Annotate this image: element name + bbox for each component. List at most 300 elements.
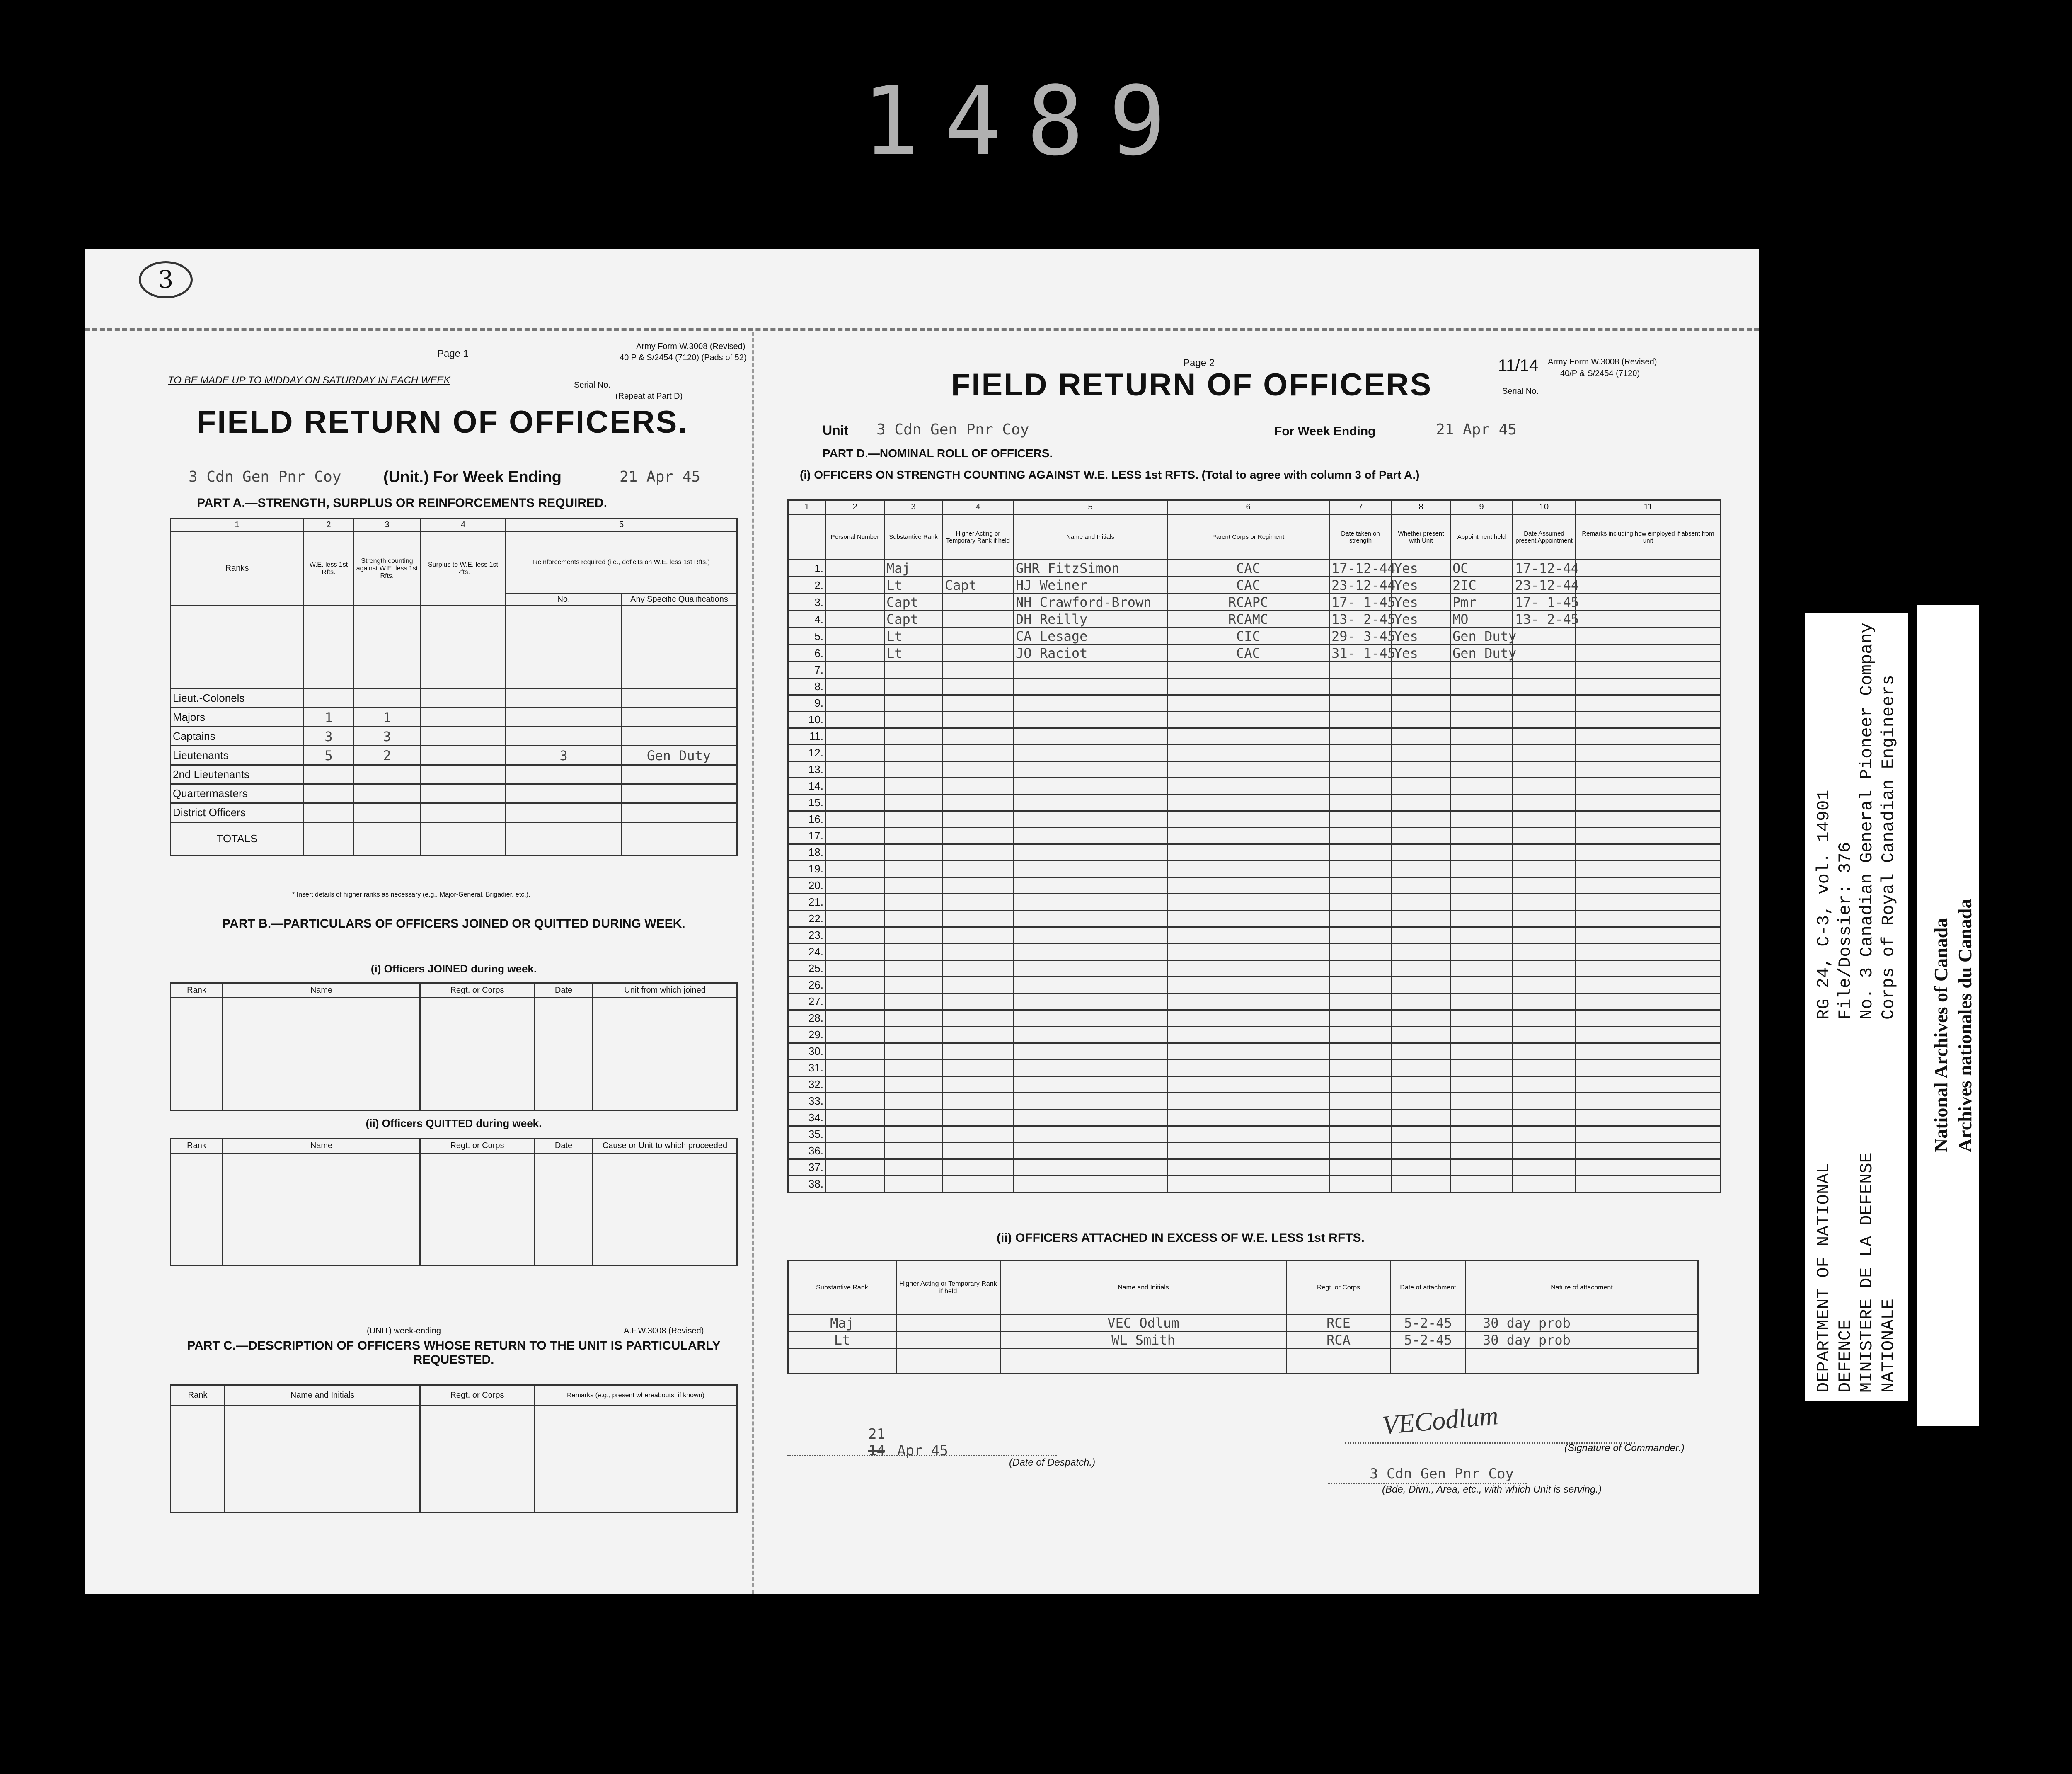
nominal-appt <box>1450 911 1513 927</box>
nominal-row <box>788 679 1721 695</box>
attached-corps <box>1287 1349 1391 1374</box>
nominal-corps <box>1167 861 1329 877</box>
nominal-higher <box>943 828 1014 844</box>
nominal-remarks <box>1576 594 1721 611</box>
nominal-row <box>788 927 1721 944</box>
nominal-rank: Lt <box>884 628 943 645</box>
nominal-appt_date <box>1513 1027 1576 1043</box>
rank-surplus <box>421 765 506 784</box>
nominal-rank <box>884 679 943 695</box>
despatch-struck: 14 <box>868 1442 885 1459</box>
row-number: 1. <box>788 560 826 577</box>
nominal-remarks <box>1576 1027 1721 1043</box>
nominal-row <box>788 712 1721 728</box>
rank-we <box>304 784 354 803</box>
nominal-higher <box>943 712 1014 728</box>
nominal-appt: Pmr <box>1450 594 1513 611</box>
nominal-remarks <box>1576 1043 1721 1060</box>
nominal-date <box>1329 861 1392 877</box>
page2-label: Page 2 <box>1183 357 1215 368</box>
frame-number: 1489 <box>862 66 1191 177</box>
rank-name: Quartermasters <box>171 784 304 803</box>
nominal-appt_date <box>1513 944 1576 960</box>
nr-col-num: 10 <box>1513 500 1576 514</box>
attached-corps: RCE <box>1287 1315 1391 1332</box>
nominal-row <box>788 861 1721 877</box>
nominal-row <box>788 1143 1721 1159</box>
attached-higher <box>896 1315 1000 1332</box>
joined-col: Regt. or Corps <box>420 983 535 998</box>
att-col-head: Nature of attachment <box>1466 1261 1698 1315</box>
nominal-remarks <box>1576 761 1721 778</box>
rank-reinf-no <box>506 708 622 727</box>
nominal-appt <box>1450 728 1513 745</box>
nominal-row <box>788 977 1721 994</box>
nominal-date <box>1329 761 1392 778</box>
nominal-appt <box>1450 712 1513 728</box>
nominal-rank <box>884 662 943 679</box>
nominal-higher <box>943 560 1014 577</box>
row-number: 37. <box>788 1159 826 1176</box>
part-c-col: Remarks (e.g., present whereabouts, if known) <box>535 1385 737 1406</box>
nominal-date <box>1329 1027 1392 1043</box>
nominal-remarks <box>1576 1093 1721 1110</box>
nominal-present <box>1392 761 1450 778</box>
page2-form-id: Army Form W.3008 (Revised) <box>1548 357 1657 366</box>
nominal-appt <box>1450 861 1513 877</box>
nominal-remarks <box>1576 728 1721 745</box>
nominal-name <box>1014 778 1167 795</box>
part-a-footnote: * Insert details of higher ranks as necessary (e.g., Major-General, Brigadier, etc.). <box>292 891 530 898</box>
nominal-appt_date <box>1513 1093 1576 1110</box>
nominal-higher <box>943 927 1014 944</box>
col-surplus: Surplus to W.E. less 1st Rfts. <box>421 531 506 606</box>
nominal-appt: MO <box>1450 611 1513 628</box>
personal-number <box>826 728 884 745</box>
nominal-name <box>1014 1010 1167 1027</box>
nominal-higher <box>943 1176 1014 1192</box>
nominal-name <box>1014 1126 1167 1143</box>
nac-label <box>1917 605 1979 1426</box>
nominal-remarks <box>1576 745 1721 761</box>
nominal-date <box>1329 795 1392 811</box>
attached-date: 5-2-45 <box>1391 1315 1466 1332</box>
nominal-row <box>788 828 1721 844</box>
nominal-appt: OC <box>1450 560 1513 577</box>
nominal-name <box>1014 1060 1167 1076</box>
personal-number <box>826 611 884 628</box>
attached-date <box>1391 1349 1466 1374</box>
rank-we <box>304 765 354 784</box>
nominal-row <box>788 745 1721 761</box>
att-col-head: Higher Acting or Temporary Rank if held <box>896 1261 1000 1315</box>
nominal-remarks <box>1576 828 1721 844</box>
nominal-name <box>1014 679 1167 695</box>
nominal-present <box>1392 1010 1450 1027</box>
rank-we: 3 <box>304 727 354 746</box>
nominal-remarks <box>1576 877 1721 894</box>
nominal-higher <box>943 977 1014 994</box>
quitted-col: Cause or Unit to which proceeded <box>593 1139 737 1154</box>
nominal-present <box>1392 662 1450 679</box>
quitted-col: Name <box>223 1139 420 1154</box>
nominal-name <box>1014 1027 1167 1043</box>
nominal-rank <box>884 1176 943 1192</box>
nominal-remarks <box>1576 645 1721 662</box>
attached-rank <box>788 1349 896 1374</box>
nominal-present: Yes <box>1392 611 1450 628</box>
nominal-name: NH Crawford-Brown <box>1014 594 1167 611</box>
rank-surplus <box>421 708 506 727</box>
quitted-col: Rank <box>171 1139 223 1154</box>
nominal-date: 23-12-44 <box>1329 577 1392 594</box>
nominal-higher <box>943 1076 1014 1093</box>
att-col-head: Name and Initials <box>1000 1261 1287 1315</box>
nominal-appt <box>1450 828 1513 844</box>
nominal-date <box>1329 1110 1392 1126</box>
attached-higher <box>896 1349 1000 1374</box>
nr-col-head: Substantive Rank <box>884 514 943 560</box>
rank-name: 2nd Lieutenants <box>171 765 304 784</box>
nominal-present <box>1392 1126 1450 1143</box>
rank-reinf-no <box>506 784 622 803</box>
nominal-appt <box>1450 1060 1513 1076</box>
nominal-row <box>788 1176 1721 1192</box>
nominal-appt_date <box>1513 1043 1576 1060</box>
nominal-name: GHR FitzSimon <box>1014 560 1167 577</box>
row-number: 27. <box>788 994 826 1010</box>
rank-reinf-qual <box>622 765 737 784</box>
row-number: 26. <box>788 977 826 994</box>
nominal-rank <box>884 960 943 977</box>
nominal-higher <box>943 1060 1014 1076</box>
nominal-present <box>1392 1027 1450 1043</box>
nominal-appt <box>1450 778 1513 795</box>
nominal-rank <box>884 778 943 795</box>
nominal-corps <box>1167 828 1329 844</box>
nominal-appt <box>1450 844 1513 861</box>
nominal-row <box>788 695 1721 712</box>
nominal-higher <box>943 1010 1014 1027</box>
nominal-rank <box>884 695 943 712</box>
personal-number <box>826 977 884 994</box>
nominal-appt_date <box>1513 728 1576 745</box>
personal-number <box>826 994 884 1010</box>
nominal-rank <box>884 1076 943 1093</box>
nominal-higher <box>943 1093 1014 1110</box>
attached-name: VEC Odlum <box>1000 1315 1287 1332</box>
nominal-date <box>1329 944 1392 960</box>
nominal-corps <box>1167 1126 1329 1143</box>
personal-number <box>826 1110 884 1126</box>
nominal-appt <box>1450 1043 1513 1060</box>
nominal-row <box>788 1060 1721 1076</box>
nominal-appt <box>1450 960 1513 977</box>
row-number: 12. <box>788 745 826 761</box>
bde-value: 3 Cdn Gen Pnr Coy <box>1370 1466 1514 1482</box>
page2-unit-value: 3 Cdn Gen Pnr Coy <box>876 421 1029 438</box>
nominal-rank <box>884 761 943 778</box>
rank-row <box>171 765 737 784</box>
personal-number <box>826 594 884 611</box>
att-col-head: Substantive Rank <box>788 1261 896 1315</box>
nr-col-head <box>788 514 826 560</box>
page1-form-id: Army Form W.3008 (Revised) <box>636 342 746 351</box>
nominal-name: HJ Weiner <box>1014 577 1167 594</box>
nominal-present: Yes <box>1392 628 1450 645</box>
nominal-higher <box>943 1027 1014 1043</box>
nr-col-num: 5 <box>1014 500 1167 514</box>
nominal-remarks <box>1576 944 1721 960</box>
rank-strength <box>354 689 421 708</box>
nominal-present <box>1392 795 1450 811</box>
nominal-corps <box>1167 811 1329 828</box>
nominal-rank: Capt <box>884 594 943 611</box>
part-a-heading: PART A.—STRENGTH, SURPLUS OR REINFORCEMENTS REQUIRED. <box>197 496 608 510</box>
quitted-table <box>170 1138 738 1266</box>
nominal-date <box>1329 828 1392 844</box>
nominal-higher <box>943 695 1014 712</box>
nominal-rank <box>884 861 943 877</box>
personal-number <box>826 960 884 977</box>
nominal-remarks <box>1576 695 1721 712</box>
row-number: 23. <box>788 927 826 944</box>
nominal-higher <box>943 611 1014 628</box>
nominal-date <box>1329 1143 1392 1159</box>
row-number: 28. <box>788 1010 826 1027</box>
nominal-appt: 2IC <box>1450 577 1513 594</box>
personal-number <box>826 560 884 577</box>
nominal-row <box>788 1110 1721 1126</box>
nominal-appt_date <box>1513 628 1576 645</box>
nominal-rank: Maj <box>884 560 943 577</box>
nominal-rank <box>884 927 943 944</box>
nominal-date <box>1329 679 1392 695</box>
nominal-appt_date <box>1513 745 1576 761</box>
row-number: 36. <box>788 1143 826 1159</box>
rank-name: Majors <box>171 708 304 727</box>
nominal-date <box>1329 662 1392 679</box>
part-a-table <box>170 518 738 856</box>
nominal-rank <box>884 728 943 745</box>
part-c-table <box>170 1384 738 1513</box>
personal-number <box>826 695 884 712</box>
nominal-row <box>788 877 1721 894</box>
rank-reinf-no <box>506 765 622 784</box>
page2-week-value: 21 Apr 45 <box>1436 421 1517 438</box>
nominal-row <box>788 728 1721 745</box>
nominal-appt <box>1450 1110 1513 1126</box>
despatch-day: 21 <box>868 1426 885 1442</box>
nominal-name <box>1014 695 1167 712</box>
row-number: 14. <box>788 778 826 795</box>
personal-number <box>826 795 884 811</box>
part-b-heading: PART B.—PARTICULARS OF OFFICERS JOINED OR QUITTED DURING WEEK. <box>222 917 685 931</box>
nominal-present <box>1392 778 1450 795</box>
rank-reinf-qual <box>622 803 737 822</box>
nominal-name <box>1014 1143 1167 1159</box>
nominal-appt <box>1450 877 1513 894</box>
nominal-appt_date <box>1513 662 1576 679</box>
rank-row <box>171 689 737 708</box>
nominal-rank <box>884 1093 943 1110</box>
nominal-corps <box>1167 1143 1329 1159</box>
nominal-rank <box>884 1010 943 1027</box>
row-number: 17. <box>788 828 826 844</box>
att-col-head: Regt. or Corps <box>1287 1261 1391 1315</box>
rank-row <box>171 784 737 803</box>
nominal-remarks <box>1576 679 1721 695</box>
nominal-appt_date: 17- 1-45 <box>1513 594 1576 611</box>
nominal-row <box>788 795 1721 811</box>
nominal-appt_date <box>1513 977 1576 994</box>
nominal-corps <box>1167 679 1329 695</box>
nominal-name <box>1014 877 1167 894</box>
nominal-appt_date <box>1513 861 1576 877</box>
nominal-row <box>788 645 1721 662</box>
nominal-name <box>1014 712 1167 728</box>
nr-col-head: Name and Initials <box>1014 514 1167 560</box>
nr-col-num: 1 <box>788 500 826 514</box>
rank-name: Lieut.-Colonels <box>171 689 304 708</box>
nr-col-head: Personal Number <box>826 514 884 560</box>
col-num: 5 <box>506 519 737 531</box>
nominal-name <box>1014 1159 1167 1176</box>
nominal-appt_date <box>1513 695 1576 712</box>
row-number: 2. <box>788 577 826 594</box>
nominal-corps: CAC <box>1167 645 1329 662</box>
personal-number <box>826 1043 884 1060</box>
nominal-present: Yes <box>1392 577 1450 594</box>
nominal-rank <box>884 1110 943 1126</box>
archive-reference: RG 24, C-3, vol. 14901 File/Dossier: 376 No. 3 Canadian General Pioneer Company Corps of Royal Canadian Engineers <box>1814 623 1898 1020</box>
nominal-rank <box>884 877 943 894</box>
nominal-name <box>1014 911 1167 927</box>
nominal-remarks <box>1576 577 1721 594</box>
nominal-higher <box>943 994 1014 1010</box>
page1-serial-note: (Repeat at Part D) <box>615 392 683 401</box>
page1-serial: Serial No. <box>574 380 610 390</box>
nominal-corps <box>1167 1093 1329 1110</box>
nominal-remarks <box>1576 894 1721 911</box>
nominal-name <box>1014 1093 1167 1110</box>
personal-number <box>826 811 884 828</box>
rank-row <box>171 803 737 822</box>
nominal-higher <box>943 877 1014 894</box>
rank-surplus <box>421 746 506 765</box>
rank-reinf-qual <box>622 689 737 708</box>
row-number: 33. <box>788 1093 826 1110</box>
nominal-higher <box>943 594 1014 611</box>
joined-heading: (i) Officers JOINED during week. <box>370 962 537 975</box>
personal-number <box>826 1176 884 1192</box>
nominal-appt <box>1450 761 1513 778</box>
nominal-date <box>1329 927 1392 944</box>
row-number: 21. <box>788 894 826 911</box>
nominal-appt <box>1450 1159 1513 1176</box>
personal-number <box>826 944 884 960</box>
nominal-corps <box>1167 844 1329 861</box>
nominal-rank: Lt <box>884 577 943 594</box>
nominal-row <box>788 1076 1721 1093</box>
nominal-corps <box>1167 1043 1329 1060</box>
nominal-rank <box>884 712 943 728</box>
nominal-appt_date <box>1513 960 1576 977</box>
nominal-row <box>788 1010 1721 1027</box>
nominal-higher <box>943 745 1014 761</box>
despatch-label: (Date of Despatch.) <box>1009 1457 1096 1468</box>
nominal-row <box>788 911 1721 927</box>
nominal-present <box>1392 927 1450 944</box>
personal-number <box>826 577 884 594</box>
nominal-date <box>1329 728 1392 745</box>
nominal-date <box>1329 960 1392 977</box>
nominal-date <box>1329 1126 1392 1143</box>
row-number: 7. <box>788 662 826 679</box>
nominal-appt <box>1450 695 1513 712</box>
rank-we <box>304 689 354 708</box>
rank-we: 5 <box>304 746 354 765</box>
nominal-date: 31- 1-45 <box>1329 645 1392 662</box>
nominal-corps <box>1167 1060 1329 1076</box>
nominal-appt_date <box>1513 811 1576 828</box>
nominal-rank <box>884 977 943 994</box>
nominal-appt_date <box>1513 1010 1576 1027</box>
row-number: 15. <box>788 795 826 811</box>
nominal-higher <box>943 728 1014 745</box>
nominal-corps <box>1167 695 1329 712</box>
nominal-appt_date <box>1513 1176 1576 1192</box>
page2-week-label: For Week Ending <box>1274 424 1376 438</box>
nominal-corps: CAC <box>1167 560 1329 577</box>
personal-number <box>826 828 884 844</box>
nominal-appt_date <box>1513 828 1576 844</box>
attached-name: WL Smith <box>1000 1332 1287 1349</box>
joined-col: Rank <box>171 983 223 998</box>
attached-rank: Lt <box>788 1332 896 1349</box>
part-c-heading: PART C.—DESCRIPTION OF OFFICERS WHOSE RETURN TO THE UNIT IS PARTICULARLY REQUESTED. <box>187 1339 721 1367</box>
joined-col: Date <box>535 983 593 998</box>
nominal-rank <box>884 745 943 761</box>
nominal-appt <box>1450 894 1513 911</box>
nominal-row <box>788 944 1721 960</box>
nominal-remarks <box>1576 560 1721 577</box>
nominal-corps <box>1167 894 1329 911</box>
nominal-appt <box>1450 994 1513 1010</box>
nominal-rank <box>884 795 943 811</box>
nominal-rank <box>884 894 943 911</box>
nominal-name <box>1014 844 1167 861</box>
personal-number <box>826 1076 884 1093</box>
nominal-higher <box>943 944 1014 960</box>
unit-week-ending: (UNIT) week-ending <box>367 1326 441 1335</box>
nominal-row <box>788 811 1721 828</box>
row-number: 29. <box>788 1027 826 1043</box>
nominal-remarks <box>1576 1060 1721 1076</box>
nominal-name: DH Reilly <box>1014 611 1167 628</box>
page2-handnote: 11/14 <box>1498 356 1539 375</box>
nominal-higher <box>943 844 1014 861</box>
col-num: 4 <box>421 519 506 531</box>
nominal-appt <box>1450 795 1513 811</box>
nominal-remarks <box>1576 911 1721 927</box>
row-number: 30. <box>788 1043 826 1060</box>
nominal-row <box>788 894 1721 911</box>
row-number: 3. <box>788 594 826 611</box>
nominal-present <box>1392 828 1450 844</box>
rank-row <box>171 708 737 727</box>
row-number: 11. <box>788 728 826 745</box>
